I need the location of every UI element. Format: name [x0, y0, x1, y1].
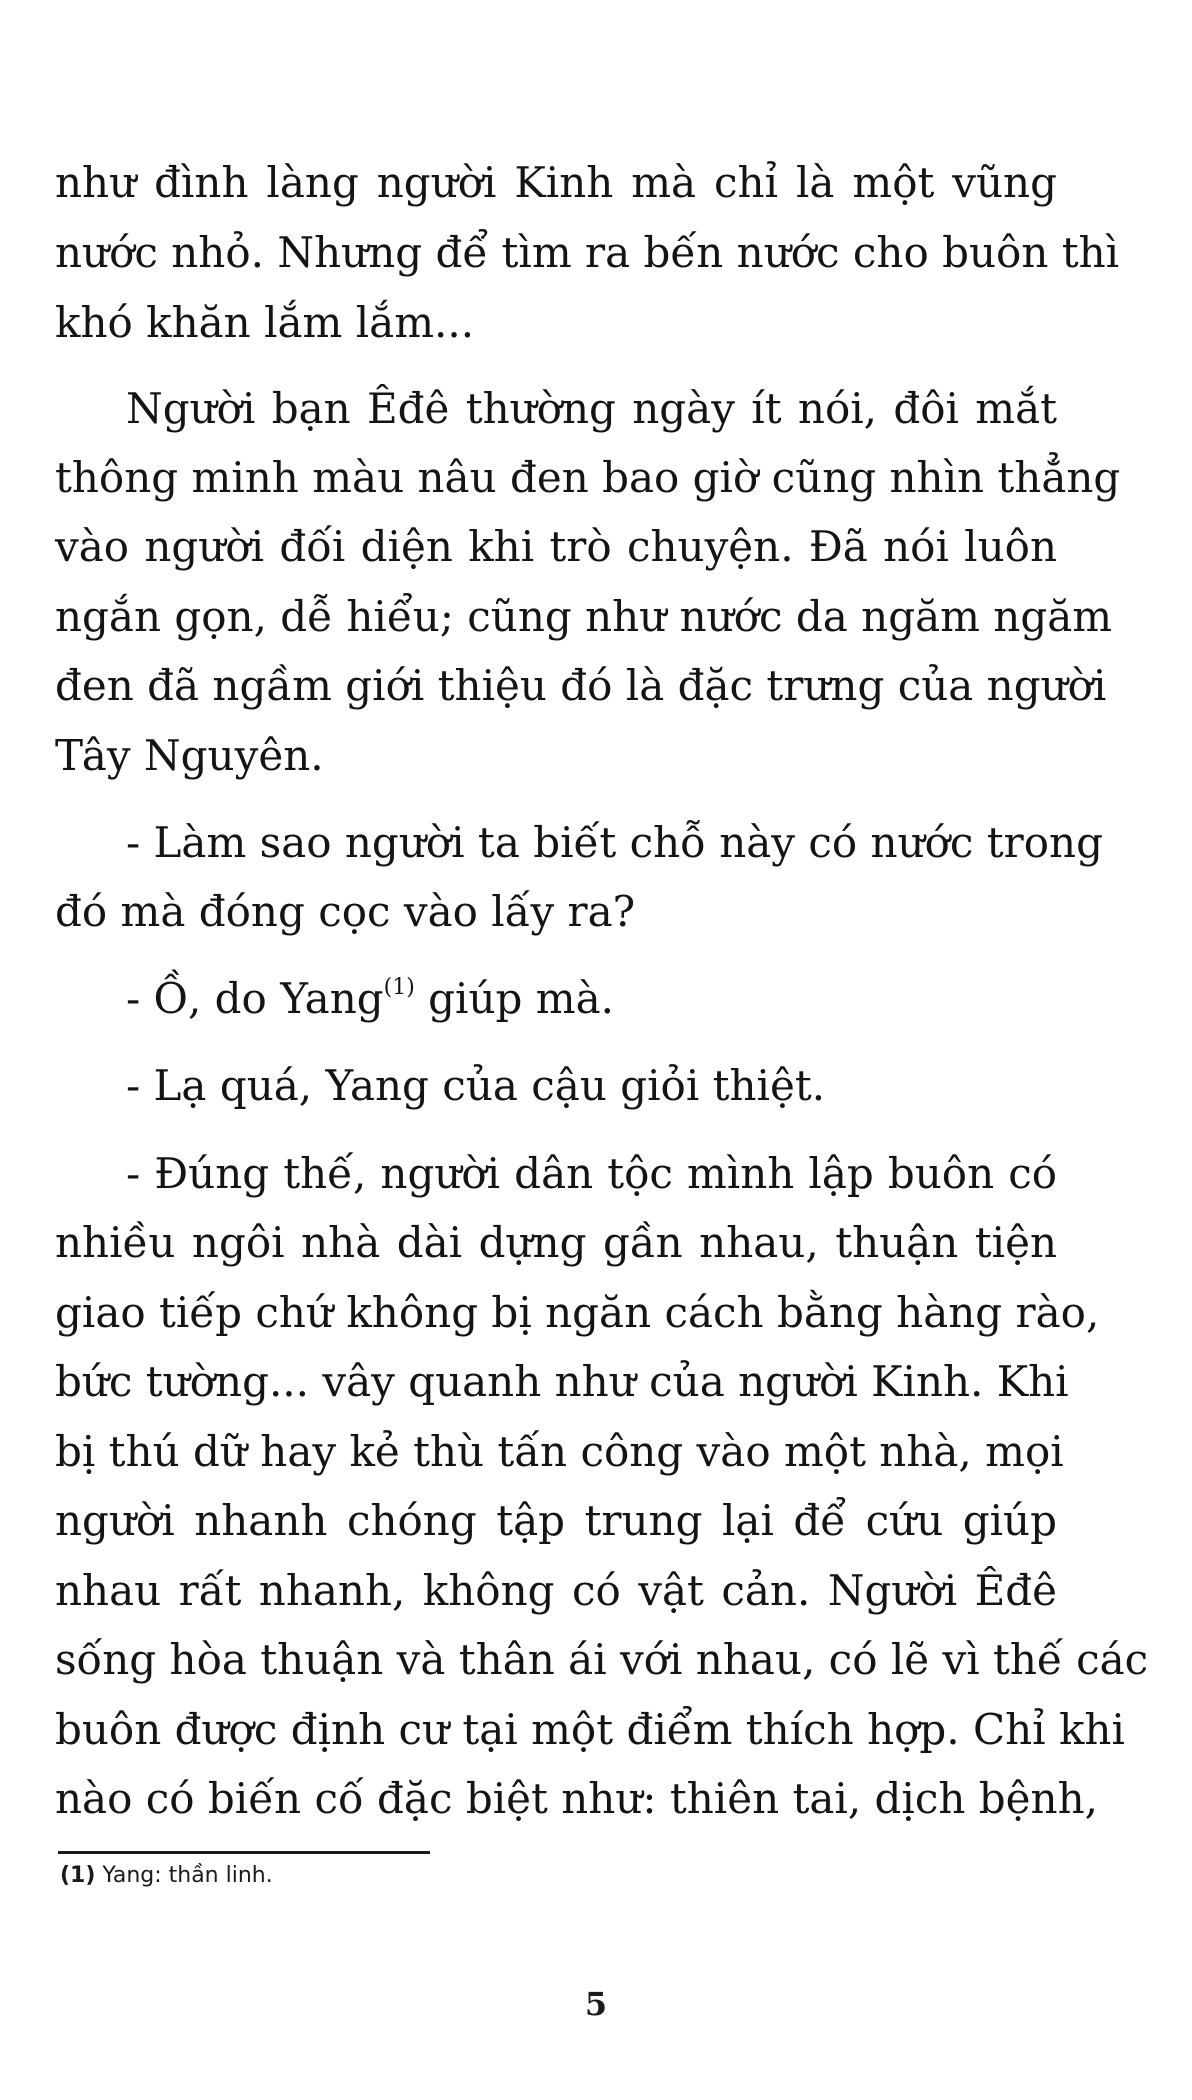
body-line: buôn được định cư tại một điểm thích hợp. Chỉ khi — [55, 1705, 1125, 1754]
body-line: đó mà đóng cọc vào lấy ra? — [55, 887, 636, 936]
body-line: ngắn gọn, dễ hiểu; cũng như nước da ngăm ngăm — [55, 592, 1113, 641]
footnote-text: Yang: thần linh. — [102, 1863, 273, 1888]
body-line: Người bạn Êđê thường ngày ít nói, đôi mắt — [126, 384, 1057, 433]
body-line: - Đúng thế, người dân tộc mình lập buôn có — [126, 1149, 1057, 1198]
body-line: bức tường... vây quanh như của người Kinh. Khi — [55, 1357, 1069, 1406]
body-line: bị thú dữ hay kẻ thù tấn công vào một nhà, mọi — [55, 1427, 1064, 1476]
body-line-end: giúp mà. — [428, 974, 614, 1023]
page-number: 5 — [584, 1985, 608, 2023]
footnote — [60, 1863, 273, 1888]
body-line-with-footnote — [126, 974, 1057, 1023]
body-line: giao tiếp chứ không bị ngăn cách bằng hàng rào, — [55, 1288, 1100, 1337]
body-line: khó khăn lắm lắm... — [55, 298, 475, 347]
body-line: Tây Nguyên. — [55, 731, 324, 780]
body-line: nước nhỏ. Nhưng để tìm ra bến nước cho buôn thì — [55, 228, 1120, 277]
body-line: - Lạ quá, Yang của cậu giỏi thiệt. — [126, 1061, 826, 1110]
footnote-separator — [58, 1851, 430, 1854]
body-line: nhau rất nhanh, không có vật cản. Người Êđê — [55, 1566, 1057, 1615]
body-line-start: - Ồ, do Yang — [126, 974, 384, 1023]
body-line: sống hòa thuận và thân ái với nhau, có lẽ vì thế các — [55, 1635, 1149, 1684]
footnote-reference: (1) — [383, 975, 415, 1000]
body-line: đen đã ngầm giới thiệu đó là đặc trưng của người — [55, 661, 1107, 710]
body-line: như đình làng người Kinh mà chỉ là một vũng — [55, 158, 1057, 207]
body-line: thông minh màu nâu đen bao giờ cũng nhìn thẳng — [55, 453, 1121, 502]
body-line: vào người đối diện khi trò chuyện. Đã nói luôn — [55, 522, 1057, 571]
body-line: nhiều ngôi nhà dài dựng gần nhau, thuận tiện — [55, 1218, 1057, 1267]
body-line: - Làm sao người ta biết chỗ này có nước trong — [126, 818, 1103, 867]
body-line: nào có biến cố đặc biệt như: thiên tai, dịch bệnh, — [55, 1774, 1098, 1823]
footnote-marker: (1) — [60, 1863, 96, 1888]
body-line: người nhanh chóng tập trung lại để cứu giúp — [55, 1496, 1057, 1545]
